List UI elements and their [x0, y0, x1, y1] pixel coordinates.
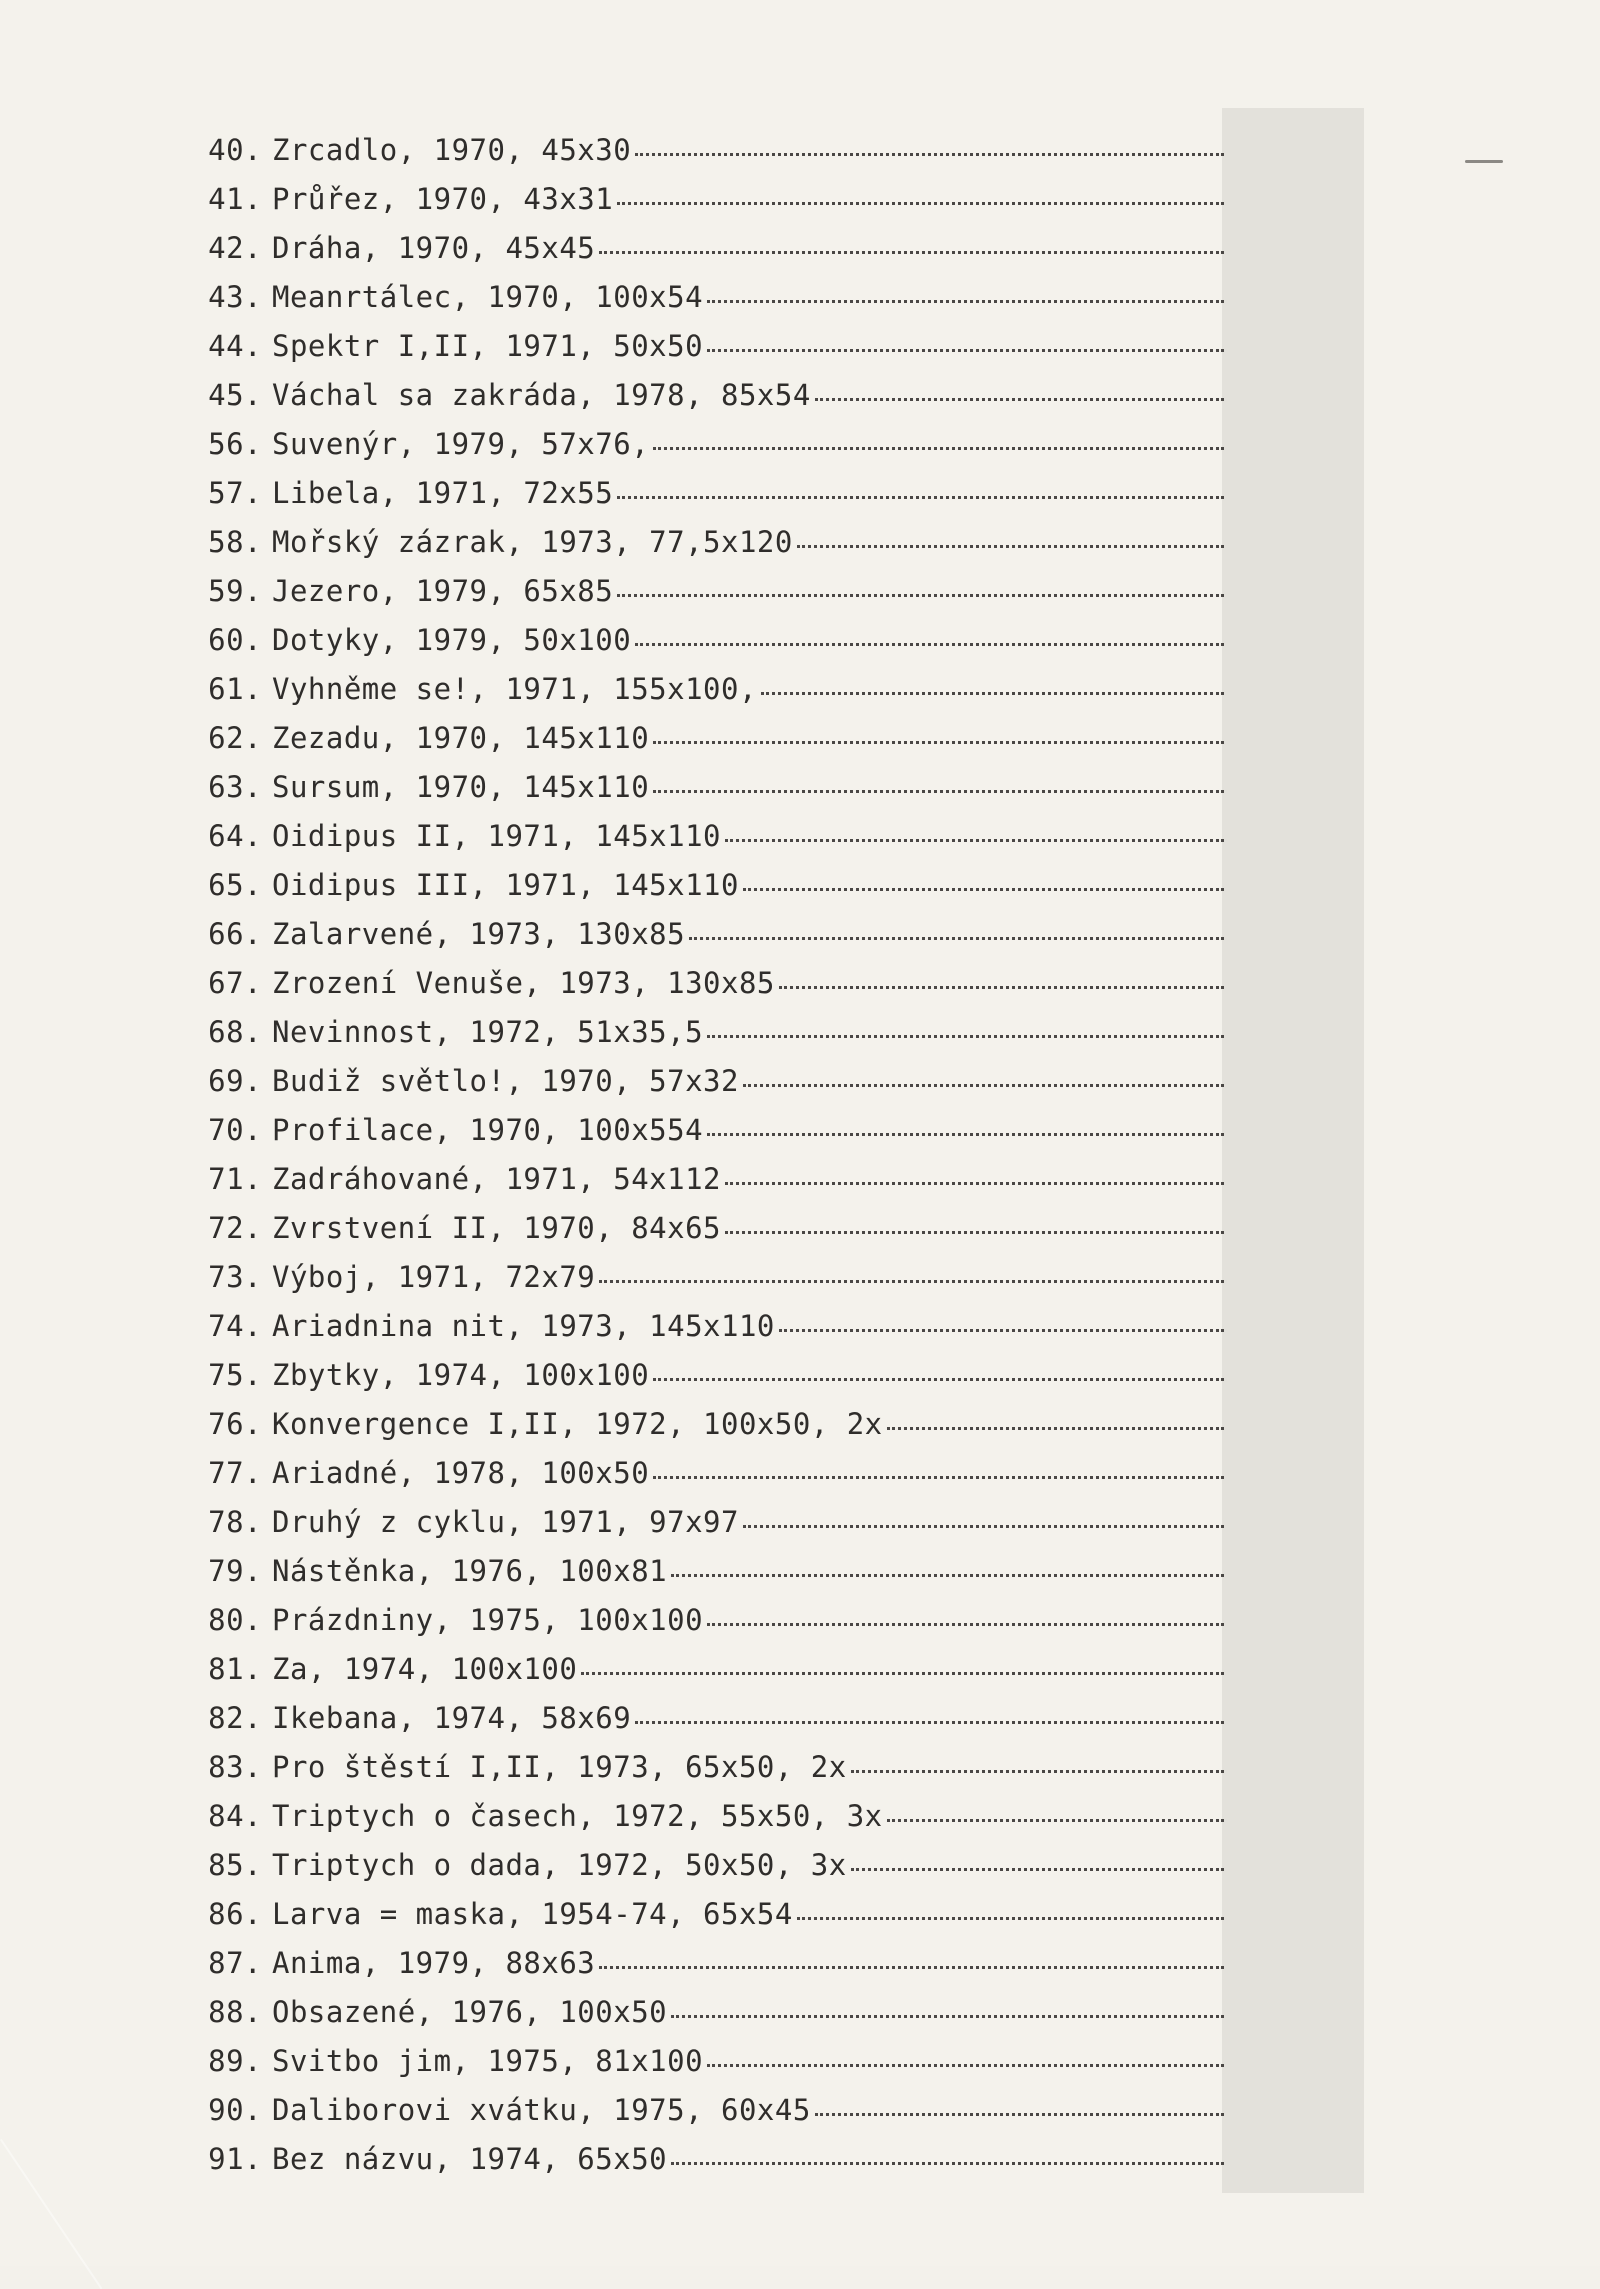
list-item: [176, 965, 1224, 1001]
item-text: Zezadu, 1970, 145x110: [272, 721, 650, 755]
dot-leader: [617, 475, 1224, 499]
item-text: Oidipus II, 1971, 145x110: [272, 819, 721, 853]
item-number: 81.: [208, 1652, 262, 1686]
item-number: 76.: [208, 1407, 262, 1441]
item-number: 66.: [208, 917, 262, 951]
dot-leader: [581, 1651, 1224, 1675]
dot-leader: [599, 1259, 1224, 1283]
dot-leader: [653, 720, 1224, 744]
item-number: 57.: [208, 476, 262, 510]
item-text: Konvergence I,II, 1972, 100x50, 2x: [272, 1407, 883, 1441]
dot-leader: [725, 818, 1224, 842]
artwork-list: [176, 132, 1226, 2192]
list-item: [176, 1749, 1224, 1785]
item-text: Ikebana, 1974, 58x69: [272, 1701, 632, 1735]
item-number: 79.: [208, 1554, 262, 1588]
item-number: 60.: [208, 623, 262, 657]
item-text: Vyhněme se!, 1971, 155x100,: [272, 672, 757, 706]
item-text: Zalarvené, 1973, 130x85: [272, 917, 686, 951]
dot-leader: [707, 1014, 1224, 1038]
list-item: [176, 818, 1224, 854]
dot-leader: [815, 2092, 1224, 2116]
dot-leader: [887, 1798, 1224, 1822]
item-text: Nevinnost, 1972, 51x35,5: [272, 1015, 704, 1049]
item-number: 64.: [208, 819, 262, 853]
list-item: [176, 328, 1224, 364]
dot-leader: [707, 1112, 1224, 1136]
list-item: [176, 1945, 1224, 1981]
list-item: [176, 1700, 1224, 1736]
dot-leader: [653, 1357, 1224, 1381]
list-item: [176, 2043, 1224, 2079]
item-number: 89.: [208, 2044, 262, 2078]
item-text: Obsazené, 1976, 100x50: [272, 1995, 668, 2029]
item-number: 68.: [208, 1015, 262, 1049]
dot-leader: [599, 230, 1224, 254]
item-number: 91.: [208, 2142, 262, 2176]
dot-leader: [779, 1308, 1224, 1332]
scan-gray-band: [1222, 108, 1364, 2193]
item-number: 78.: [208, 1505, 262, 1539]
dot-leader: [635, 132, 1224, 156]
dot-leader: [851, 1749, 1224, 1773]
item-number: 40.: [208, 133, 262, 167]
item-number: 43.: [208, 280, 262, 314]
list-item: [176, 1259, 1224, 1295]
item-text: Nástěnka, 1976, 100x81: [272, 1554, 668, 1588]
item-text: Oidipus III, 1971, 145x110: [272, 868, 739, 902]
dot-leader: [707, 1602, 1224, 1626]
item-number: 87.: [208, 1946, 262, 1980]
list-item: [176, 1847, 1224, 1883]
item-number: 41.: [208, 182, 262, 216]
item-number: 86.: [208, 1897, 262, 1931]
list-item: [176, 1112, 1224, 1148]
item-text: Profilace, 1970, 100x554: [272, 1113, 704, 1147]
item-number: 63.: [208, 770, 262, 804]
item-number: 59.: [208, 574, 262, 608]
item-text: Ariadné, 1978, 100x50: [272, 1456, 650, 1490]
paper-fold-line: [0, 2100, 160, 2289]
item-text: Pro štěstí I,II, 1973, 65x50, 2x: [272, 1750, 847, 1784]
item-number: 82.: [208, 1701, 262, 1735]
item-number: 65.: [208, 868, 262, 902]
dot-leader: [653, 769, 1224, 793]
item-number: 73.: [208, 1260, 262, 1294]
item-number: 58.: [208, 525, 262, 559]
dot-leader: [707, 279, 1224, 303]
list-item: [176, 1406, 1224, 1442]
list-item: [176, 1602, 1224, 1638]
list-item: [176, 573, 1224, 609]
list-item: [176, 1504, 1224, 1540]
dot-leader: [887, 1406, 1224, 1430]
item-number: 84.: [208, 1799, 262, 1833]
list-item: [176, 1357, 1224, 1393]
dot-leader: [725, 1161, 1224, 1185]
item-number: 72.: [208, 1211, 262, 1245]
dot-leader: [671, 2141, 1224, 2165]
item-number: 77.: [208, 1456, 262, 1490]
item-number: 71.: [208, 1162, 262, 1196]
item-text: Triptych o časech, 1972, 55x50, 3x: [272, 1799, 883, 1833]
item-text: Meanrtálec, 1970, 100x54: [272, 280, 704, 314]
dot-leader: [779, 965, 1224, 989]
list-item: [176, 2092, 1224, 2128]
dot-leader: [851, 1847, 1224, 1871]
list-item: [176, 671, 1224, 707]
item-text: Triptych o dada, 1972, 50x50, 3x: [272, 1848, 847, 1882]
item-text: Daliborovi xvátku, 1975, 60x45: [272, 2093, 811, 2127]
dot-leader: [635, 1700, 1224, 1724]
item-text: Svitbo jim, 1975, 81x100: [272, 2044, 704, 2078]
dot-leader: [707, 328, 1224, 352]
item-text: Prázdniny, 1975, 100x100: [272, 1603, 704, 1637]
item-text: Spektr I,II, 1971, 50x50: [272, 329, 704, 363]
dot-leader: [689, 916, 1224, 940]
list-item: [176, 622, 1224, 658]
item-text: Suvenýr, 1979, 57x76,: [272, 427, 650, 461]
item-number: 80.: [208, 1603, 262, 1637]
list-item: [176, 916, 1224, 952]
list-item: [176, 1014, 1224, 1050]
item-number: 67.: [208, 966, 262, 1000]
dot-leader: [617, 573, 1224, 597]
list-item: [176, 720, 1224, 756]
list-item: [176, 181, 1224, 217]
item-text: Libela, 1971, 72x55: [272, 476, 614, 510]
item-number: 75.: [208, 1358, 262, 1392]
list-item: [176, 1798, 1224, 1834]
item-number: 44.: [208, 329, 262, 363]
item-text: Anima, 1979, 88x63: [272, 1946, 596, 1980]
item-text: Ariadnina nit, 1973, 145x110: [272, 1309, 775, 1343]
item-text: Bez názvu, 1974, 65x50: [272, 2142, 668, 2176]
item-text: Jezero, 1979, 65x85: [272, 574, 614, 608]
dot-leader: [725, 1210, 1224, 1234]
item-number: 90.: [208, 2093, 262, 2127]
item-text: Výboj, 1971, 72x79: [272, 1260, 596, 1294]
item-number: 74.: [208, 1309, 262, 1343]
dot-leader: [761, 671, 1224, 695]
item-number: 70.: [208, 1113, 262, 1147]
item-text: Druhý z cyklu, 1971, 97x97: [272, 1505, 739, 1539]
dot-leader: [617, 181, 1224, 205]
list-item: [176, 475, 1224, 511]
list-item: [176, 230, 1224, 266]
list-item: [176, 1651, 1224, 1687]
item-text: Zrození Venuše, 1973, 130x85: [272, 966, 775, 1000]
pencil-mark: [1465, 160, 1503, 163]
list-item: [176, 769, 1224, 805]
dot-leader: [743, 1504, 1224, 1528]
item-number: 56.: [208, 427, 262, 461]
item-number: 61.: [208, 672, 262, 706]
item-text: Zbytky, 1974, 100x100: [272, 1358, 650, 1392]
item-text: Za, 1974, 100x100: [272, 1652, 578, 1686]
list-item: [176, 1896, 1224, 1932]
item-text: Váchal sa zakráda, 1978, 85x54: [272, 378, 811, 412]
item-number: 62.: [208, 721, 262, 755]
dot-leader: [599, 1945, 1224, 1969]
list-item: [176, 1161, 1224, 1197]
item-text: Budiž světlo!, 1970, 57x32: [272, 1064, 739, 1098]
item-text: Zadráhované, 1971, 54x112: [272, 1162, 721, 1196]
item-number: 88.: [208, 1995, 262, 2029]
dot-leader: [671, 1553, 1224, 1577]
dot-leader: [635, 622, 1224, 646]
list-item: [176, 524, 1224, 560]
list-item: [176, 1455, 1224, 1491]
dot-leader: [743, 1063, 1224, 1087]
dot-leader: [797, 1896, 1224, 1920]
item-text: Sursum, 1970, 145x110: [272, 770, 650, 804]
dot-leader: [743, 867, 1224, 891]
list-item: [176, 1553, 1224, 1589]
item-number: 85.: [208, 1848, 262, 1882]
list-item: [176, 426, 1224, 462]
dot-leader: [815, 377, 1224, 401]
list-item: [176, 2141, 1224, 2177]
item-text: Dráha, 1970, 45x45: [272, 231, 596, 265]
item-number: 69.: [208, 1064, 262, 1098]
dot-leader: [653, 1455, 1224, 1479]
dot-leader: [671, 1994, 1224, 2018]
item-text: Průřez, 1970, 43x31: [272, 182, 614, 216]
list-item: [176, 1063, 1224, 1099]
list-item: [176, 867, 1224, 903]
list-item: [176, 1210, 1224, 1246]
item-text: Dotyky, 1979, 50x100: [272, 623, 632, 657]
dot-leader: [707, 2043, 1224, 2067]
item-text: Larva = maska, 1954-74, 65x54: [272, 1897, 793, 1931]
list-item: [176, 279, 1224, 315]
item-text: Mořský zázrak, 1973, 77,5x120: [272, 525, 793, 559]
list-item: [176, 377, 1224, 413]
list-item: [176, 1994, 1224, 2030]
item-number: 42.: [208, 231, 262, 265]
list-item: [176, 132, 1224, 168]
item-text: Zrcadlo, 1970, 45x30: [272, 133, 632, 167]
item-number: 83.: [208, 1750, 262, 1784]
list-item: [176, 1308, 1224, 1344]
item-number: 45.: [208, 378, 262, 412]
item-text: Zvrstvení II, 1970, 84x65: [272, 1211, 721, 1245]
dot-leader: [797, 524, 1224, 548]
dot-leader: [653, 426, 1224, 450]
